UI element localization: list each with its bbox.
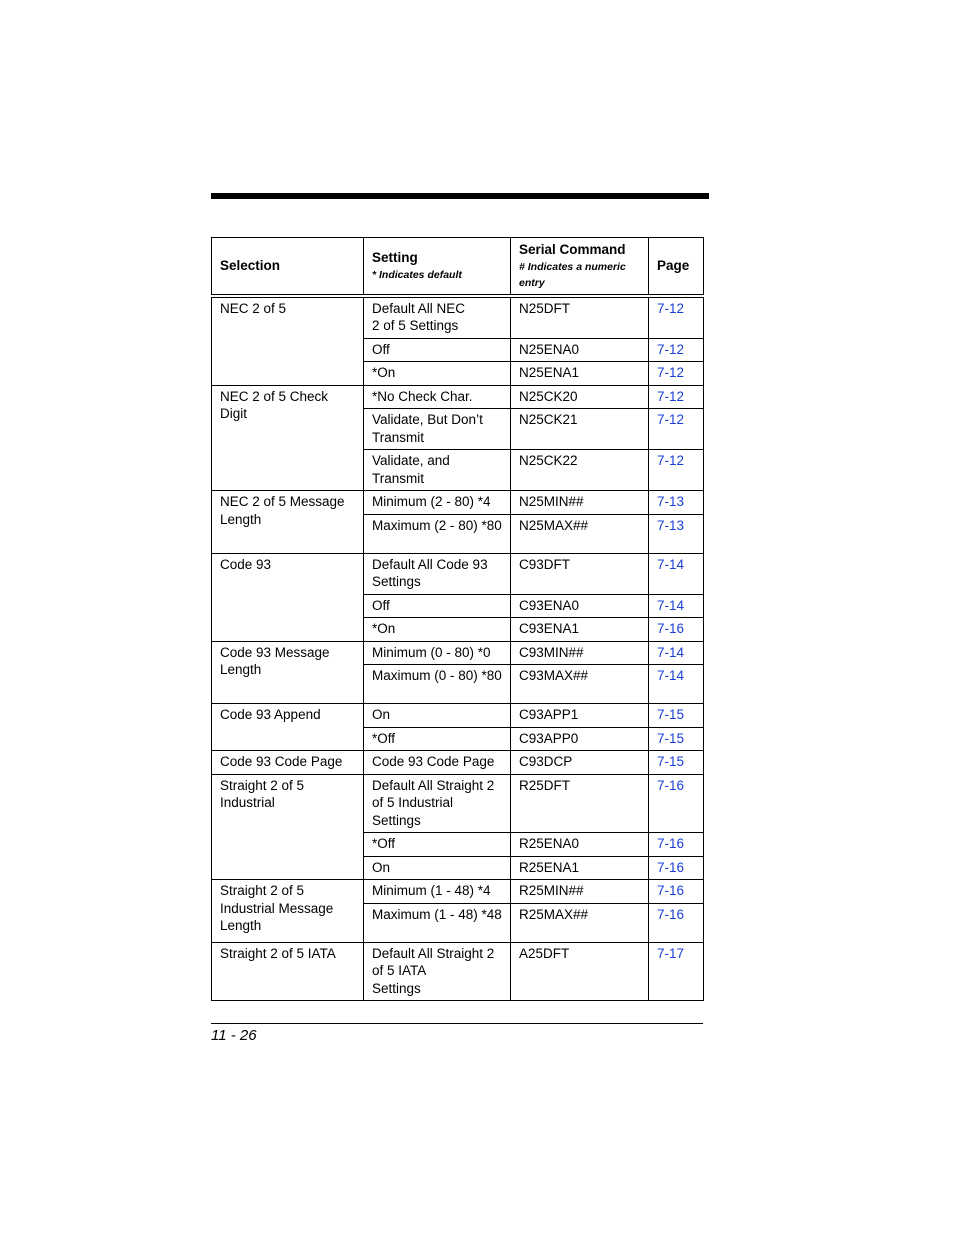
serial-command-cell: C93APP0: [511, 727, 649, 751]
page-link[interactable]: 7-12: [657, 300, 685, 316]
table-row: [212, 774, 704, 833]
page-link[interactable]: 7-16: [657, 906, 685, 922]
serial-command-cell: C93APP1: [511, 704, 649, 728]
selection-cell: Straight 2 of 5 IATA: [212, 942, 364, 1001]
page-cell: [649, 491, 704, 515]
table-row: [212, 880, 704, 904]
page-link[interactable]: 7-14: [657, 668, 685, 683]
page-cell: [649, 903, 704, 942]
setting-cell: Maximum (2 - 80) *80: [364, 514, 511, 553]
setting-cell: Minimum (2 - 80) *4: [364, 491, 511, 515]
serial-command-cell: C93ENA1: [511, 618, 649, 642]
page-cell: [649, 409, 704, 450]
page-link[interactable]: 7-16: [657, 621, 685, 636]
setting-cell: *No Check Char.: [364, 385, 511, 409]
header-setting: [364, 238, 511, 296]
top-rule: [211, 193, 709, 199]
table-row: [212, 385, 704, 409]
page-cell: [649, 296, 704, 339]
page-link[interactable]: 7-15: [657, 730, 685, 746]
page-link[interactable]: 7-12: [657, 412, 685, 427]
serial-command-cell: N25CK20: [511, 385, 649, 409]
header-setting-note: * Indicates default: [372, 268, 462, 281]
page-cell: [649, 641, 704, 665]
setting-cell: Default All Straight 2 of 5 IATA Settings: [364, 942, 511, 1001]
header-serial-label: Serial Command: [519, 242, 626, 257]
page-link[interactable]: 7-14: [657, 556, 685, 572]
header-serial-note: # Indicates a numeric entry: [519, 260, 626, 289]
serial-command-cell: R25ENA1: [511, 856, 649, 880]
page-cell: [649, 833, 704, 857]
serial-command-cell: R25ENA0: [511, 833, 649, 857]
page-cell: [649, 553, 704, 594]
page-cell: [649, 774, 704, 833]
serial-command-cell: N25MIN##: [511, 491, 649, 515]
serial-command-cell: N25DFT: [511, 296, 649, 339]
serial-command-cell: C93DFT: [511, 553, 649, 594]
page-cell: [649, 880, 704, 904]
setting-cell: Default All Code 93 Settings: [364, 553, 511, 594]
page-cell: [649, 751, 704, 775]
serial-command-cell: C93MAX##: [511, 665, 649, 704]
serial-command-cell: C93ENA0: [511, 594, 649, 618]
setting-cell: Maximum (0 - 80) *80: [364, 665, 511, 704]
page-cell: [649, 514, 704, 553]
footer-rule: [211, 1023, 703, 1024]
page-cell: [649, 942, 704, 1001]
header-page: Page: [649, 238, 704, 296]
setting-cell: *On: [364, 618, 511, 642]
setting-cell: Validate, But Don’t Transmit: [364, 409, 511, 450]
selection-cell: Straight 2 of 5 Industrial: [212, 774, 364, 880]
page-link[interactable]: 7-12: [657, 341, 685, 357]
page-cell: [649, 618, 704, 642]
selection-cell: Code 93 Code Page: [212, 751, 364, 775]
page-link[interactable]: 7-12: [657, 388, 685, 404]
selection-cell: Code 93 Message Length: [212, 641, 364, 704]
selection-cell: Code 93: [212, 553, 364, 641]
selection-cell: NEC 2 of 5 Check Digit: [212, 385, 364, 491]
table-row: [212, 641, 704, 665]
serial-command-cell: R25MIN##: [511, 880, 649, 904]
setting-cell: Off: [364, 594, 511, 618]
table-row: [212, 296, 704, 339]
page-cell: [649, 727, 704, 751]
page-link[interactable]: 7-14: [657, 644, 685, 660]
page-link[interactable]: 7-17: [657, 945, 685, 961]
page-cell: [649, 594, 704, 618]
setting-cell: *Off: [364, 833, 511, 857]
page-cell: [649, 856, 704, 880]
setting-cell: *Off: [364, 727, 511, 751]
page-number: 11 - 26: [211, 1027, 257, 1044]
selection-cell: Code 93 Append: [212, 704, 364, 751]
page-link[interactable]: 7-13: [657, 517, 685, 533]
header-selection: Selection: [212, 238, 364, 296]
serial-command-table: [211, 237, 704, 1001]
page-link[interactable]: 7-15: [657, 754, 685, 769]
page-link[interactable]: 7-16: [657, 836, 685, 851]
page-cell: [649, 665, 704, 704]
serial-command-cell: N25ENA1: [511, 362, 649, 386]
page-cell: [649, 450, 704, 491]
page-cell: [649, 338, 704, 362]
page-link[interactable]: 7-12: [657, 453, 685, 468]
setting-cell: Code 93 Code Page: [364, 751, 511, 775]
table-row: [212, 491, 704, 515]
setting-cell: Maximum (1 - 48) *48: [364, 903, 511, 942]
page-link[interactable]: 7-16: [657, 883, 685, 898]
setting-cell: *On: [364, 362, 511, 386]
page-link[interactable]: 7-14: [657, 597, 685, 613]
setting-cell: Default All NEC 2 of 5 Settings: [364, 296, 511, 339]
selection-cell: NEC 2 of 5 Message Length: [212, 491, 364, 554]
page-link[interactable]: 7-13: [657, 494, 685, 509]
page-link[interactable]: 7-16: [657, 777, 685, 793]
setting-cell: On: [364, 856, 511, 880]
serial-command-cell: R25MAX##: [511, 903, 649, 942]
setting-cell: Off: [364, 338, 511, 362]
table-row: [212, 751, 704, 775]
serial-command-cell: N25MAX##: [511, 514, 649, 553]
page-cell: [649, 385, 704, 409]
serial-command-cell: C93DCP: [511, 751, 649, 775]
page-cell: [649, 704, 704, 728]
serial-command-cell: N25ENA0: [511, 338, 649, 362]
page-link[interactable]: 7-16: [657, 859, 685, 875]
serial-command-cell: R25DFT: [511, 774, 649, 833]
page-link[interactable]: 7-15: [657, 707, 685, 722]
selection-cell: Straight 2 of 5 Industrial Message Length: [212, 880, 364, 943]
setting-cell: On: [364, 704, 511, 728]
serial-command-cell: N25CK21: [511, 409, 649, 450]
serial-command-cell: N25CK22: [511, 450, 649, 491]
page-link[interactable]: 7-12: [657, 365, 685, 380]
serial-command-cell: A25DFT: [511, 942, 649, 1001]
table-row: [212, 553, 704, 594]
setting-cell: Minimum (0 - 80) *0: [364, 641, 511, 665]
table-row: [212, 942, 704, 1001]
setting-cell: Validate, and Transmit: [364, 450, 511, 491]
serial-command-cell: C93MIN##: [511, 641, 649, 665]
table-header-row: [212, 238, 704, 296]
header-serial-command: [511, 238, 649, 296]
header-setting-label: Setting: [372, 250, 418, 265]
setting-cell: Minimum (1 - 48) *4: [364, 880, 511, 904]
page-cell: [649, 362, 704, 386]
selection-cell: NEC 2 of 5: [212, 296, 364, 386]
setting-cell: Default All Straight 2 of 5 Industrial Settings: [364, 774, 511, 833]
table-row: [212, 704, 704, 728]
